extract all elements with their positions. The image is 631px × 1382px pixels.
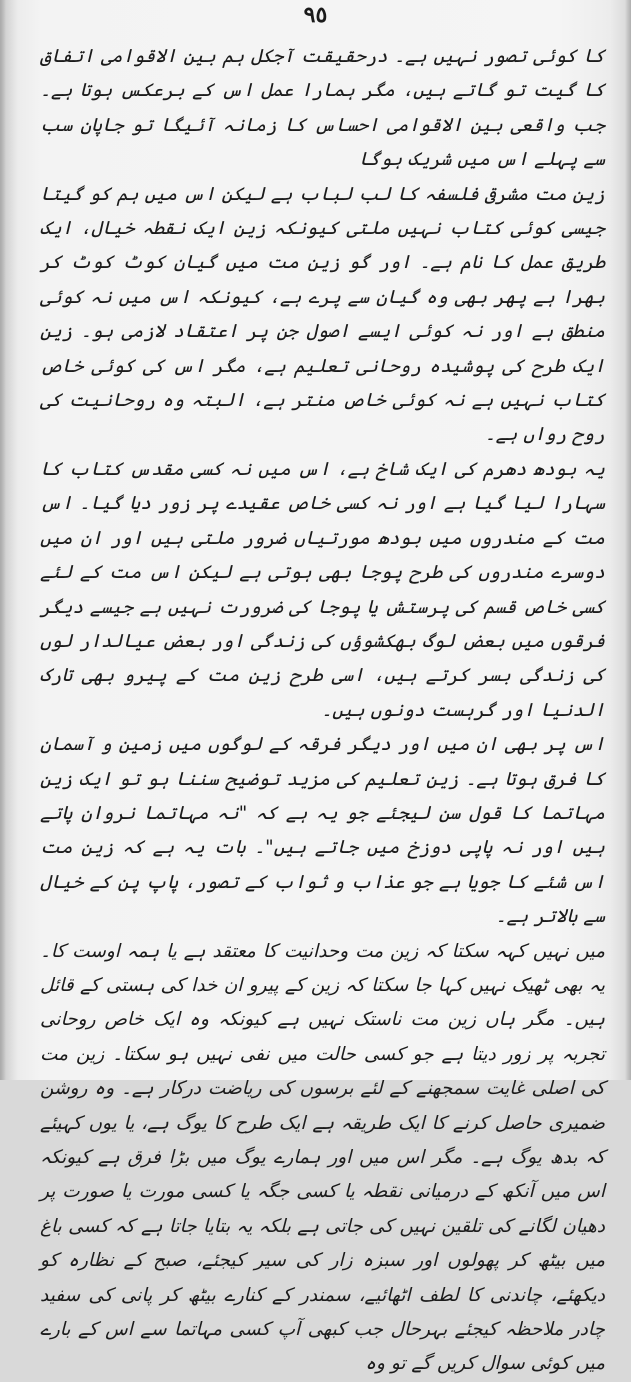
page-body-text (40, 40, 605, 1382)
scan-shadow-left (0, 0, 6, 1080)
paragraph-4: اس پر بھی ان میں اور دیگر فرقہ کے لوگوں میں زمین و آسمان کا فرق ہوتا ہے۔ زین تعلیم کی مزید توضیح سننا ہو تو ایک زین مہاتما کا قول سن لیجئے جو یہ ہے کہ "نہ مہاتما نروان پاتے ہیں اور نہ پاپی دوزخ میں جاتے ہیں"۔ بات یہ ہے کہ زین مت اس شئے کا جویا ہے جو عذاب و ثواب کے تصور، پاپ پن کے خیال سے بالاتر ہے۔ (40, 734, 605, 928)
scan-shadow-right (625, 0, 631, 1080)
paragraph-1: کا کوئی تصور نہیں ہے۔ درحقیقت آجکل ہم بین الاقوامی اتفاق کا گیت تو گاتے ہیں، مگر ہمارا عمل اس کے برعکس ہوتا ہے۔ جب واقعی بین الاقوامی احساس کا زمانہ آئیگا تو جاپان سب سے پہلے اس میں شریک ہوگا (40, 46, 605, 171)
paragraph-5: میں نہیں کہہ سکتا کہ زین مت وحدانیت کا معتقد ہے یا ہمہ اوست کا۔ یہ بھی ٹھیک نہیں کہا جا سکتا کہ زین کے پیرو ان خدا کی ہستی کے قائل ہیں۔ مگر ہاں زین مت ناستک نہیں ہے کیونکہ وہ ایک خاص روحانی تجربہ پر زور دیتا ہے جو کسی حالت میں نفی نہیں ہو سکتا۔ زین مت کی اصلی غایت سمجھنے کے لئے برسوں کی ریاضت درکار ہے۔ وہ روشن ضمیری حاصل کرنے کا ایک طریقہ ہے ایک طرح کا یوگ ہے، یا یوں کہیئے کہ بدھ یوگ ہے۔ مگر اس میں اور ہمارے یوگ میں بڑا فرق ہے کیونکہ اس میں آنکھ کے درمیانی نقطہ یا کسی جگہ یا کسی مورت یا صورت پر دھیان لگانے کی تلقین نہیں کی جاتی ہے بلکہ یہ بتایا جاتا ہے کہ کسی باغ میں بیٹھ کر پھولوں اور سبزہ زار کی سیر کیجئے، صبح کے نظارہ کو دیکھئے، چاندنی کا لطف اٹھائیے، سمندر کے کنارے بیٹھ کر پانی کی سفید چادر ملاحظہ کیجئے بہرحال جب کبھی آپ کسی مہاتما سے اس کے بارے میں کوئی سوال کریں گے تو وہ (40, 940, 605, 1375)
paragraph-2: زین مت مشرقی فلسفہ کا لب لباب ہے لیکن اس میں ہم کو گیتا جیسی کوئی کتاب نہیں ملتی کیونکہ زین ایک نقطہ خیال، ایک طریق عمل کا نام ہے۔ اور گو زین مت میں گیان کوٹ کوٹ کر بھرا ہے پھر بھی وہ گیان سے پرے ہے، کیونکہ اس میں نہ کوئی منطق ہے اور نہ کوئی ایسے اصول جن پر اعتقاد لازمی ہو۔ زین ایک طرح کی پوشیدہ روحانی تعلیم ہے، مگر اس کی کوئی خاص کتاب نہیں ہے نہ کوئی خاص منتر ہے، البتہ وہ روحانیت کی روح رواں ہے۔ (40, 183, 605, 446)
paragraph-3: یہ بودھ دھرم کی ایک شاخ ہے، اس میں نہ کسی مقدس کتاب کا سہارا لیا گیا ہے اور نہ کسی خاص عقیدے پر زور دیا گیا۔ اس مت کے مندروں میں بودھ مورتیاں ضرور ملتی ہیں اور ان میں دوسرے مندروں کی طرح پوجا بھی ہوتی ہے لیکن اس مت کے لئے کسی خاص قسم کی پرستش یا پوجا کی ضرورت نہیں ہے جیسے دیگر فرقوں میں بعض لوگ بھکشوؤں کی زندگی اور بعض عیالدار لوں کی زندگی بسر کرتے ہیں، اسی طرح زین مت کے پیرو بھی تارک الدنیا اور گرہست دونوں ہیں۔ (40, 458, 605, 721)
page-number: ٩٥ (303, 2, 328, 28)
